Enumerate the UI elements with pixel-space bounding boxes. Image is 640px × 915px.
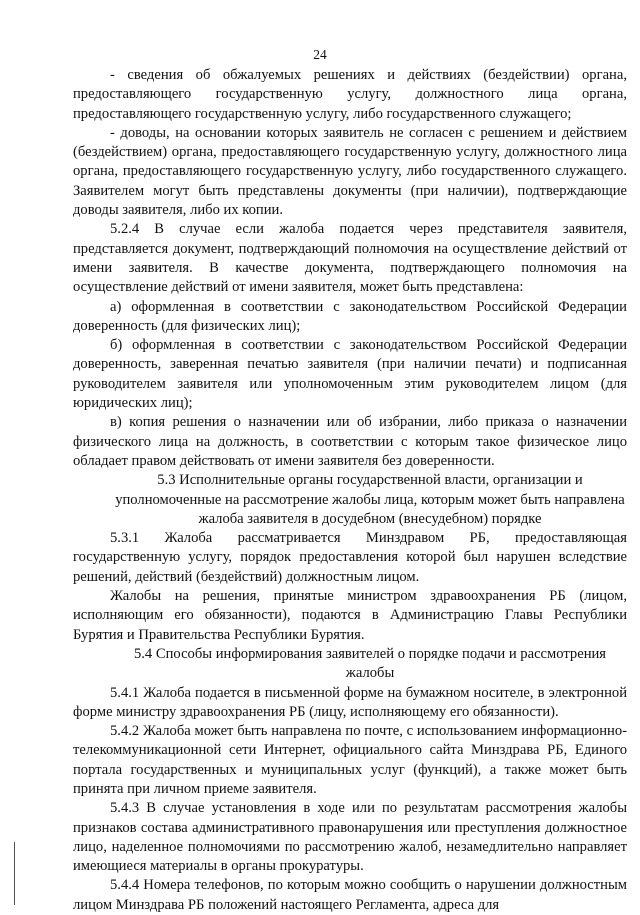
paragraph-appeal-decisions: - сведения об обжалуемых решениях и действиях (бездействии) органа, предоставляющего государственную услугу, должностного лица органа, предоставляющего государственную услугу, либо государственного служащего; [73, 67, 627, 122]
page-number: 24 [313, 47, 327, 62]
document-body [73, 66, 627, 915]
paragraph-complaints-minister: Жалобы на решения, принятые министром здравоохранения РБ (лицом, исполняющим его обязанности), подаются в Администрацию Главы Республики Бурятия и Правительства Республики Бурятия. [73, 588, 627, 643]
scan-edge-line [14, 842, 15, 905]
paragraph-5-2-4: 5.2.4 В случае если жалоба подается через представителя заявителя, представляется документ, подтверждающий полномочия на осуществление действий от имени заявителя. В качестве документа, подтверждающего полномочия на осуществление действий от имени заявителя, может быть представлена: [73, 221, 627, 296]
paragraph-5-4-2: 5.4.2 Жалоба может быть направлена по почте, с использованием информационно-телекоммуникационной сети Интернет, официального сайта Минздрава РБ, Единого портала государственных и муниципальных услуг (функций), а также может быть принята при личном приеме заявителя. [73, 723, 627, 797]
paragraph-item-b: б) оформленная в соответствии с законодательством Российской Федерации доверенность, заверенная печатью заявителя (при наличии печати) и подписанная руководителем заявителя или уполномоченным этим руководителем лицом (для юридических лиц); [73, 337, 627, 412]
paragraph-item-a: а) оформленная в соответствии с законодательством Российской Федерации доверенность (для физических лиц); [73, 298, 627, 334]
paragraph-arguments: - доводы, на основании которых заявитель не согласен с решением и действием (бездействием) органа, предоставляющего государственную услугу, должностного лица органа, предоставляющего государственную услугу, либо государственного служащего. Заявителем могут быть представлены документы (при наличии), подтверждающие доводы заявителя, либо их копии. [73, 124, 627, 219]
section-heading-5-4: 5.4 Способы информирования заявителей о порядке подачи и рассмотрения жалобы [133, 645, 607, 682]
paragraph-5-3-1: 5.3.1 Жалоба рассматривается Минздравом РБ, предоставляющая государственную услугу, порядок предоставления которой был нарушен вследствие решений, действий (бездействий) должностным лицом. [73, 530, 627, 585]
paragraph-item-v: в) копия решения о назначении или об избрании, либо приказа о назначении физического лица на должность, в соответствии с которым такое физическое лицо обладает правом действовать от имени заявителя без доверенности. [73, 414, 627, 469]
paragraph-5-4-4: 5.4.4 Номера телефонов, по которым можно сообщить о нарушении должностным лицом Минздрава РБ положений настоящего Регламента, адреса для [73, 877, 627, 913]
paragraph-5-4-3: 5.4.3 В случае установления в ходе или по результатам рассмотрения жалобы признаков состава административного правонарушения или преступления должностное лицо, наделенное полномочиями по рассмотрению жалоб, незамедлительно направляет имеющиеся материалы в органы прокуратуры. [73, 800, 627, 875]
paragraph-5-4-1: 5.4.1 Жалоба подается в письменной форме на бумажном носителе, в электронной форме министру здравоохранения РБ (лицу, исполняющему его обязанности). [73, 684, 627, 720]
section-heading-5-3: 5.3 Исполнительные органы государственной власти, организации и уполномоченные на рассмотрение жалобы лица, которым может быть направлена жалоба заявителя в досудебном (внесудебном) порядке [115, 472, 625, 527]
